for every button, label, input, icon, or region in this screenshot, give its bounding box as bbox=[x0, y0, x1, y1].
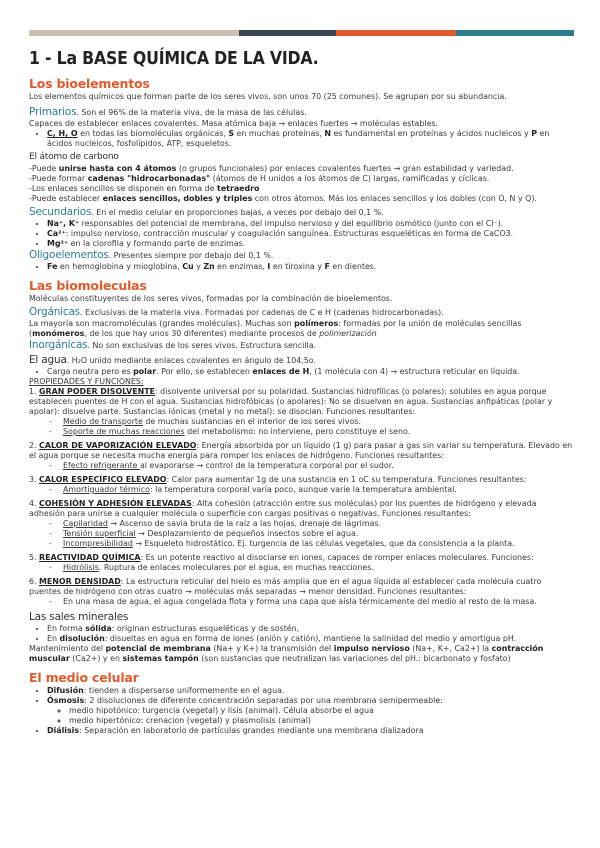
bullet-list bbox=[29, 129, 574, 149]
list-item: • Carga neutra pero es polar. Por ello, se establecen enlaces de H, (1 molécula con 4) → estructura reticular en líquida. bbox=[47, 367, 574, 377]
paragraph: La mayoría son macromoléculas (grandes moléculas). Muchas son polímeros: formadas por la unión de moléculas sencillas bbox=[29, 319, 522, 328]
list-item: - Amortiguador térmico: la temperatura corporal varía poco, aunque varíe la temperatura ambiental. bbox=[63, 485, 574, 495]
list-item: - Medio de transporte de muchas sustancias en el interior de los seres vivos. bbox=[63, 417, 574, 427]
paragraph: 2. CALOR DE VAPORIZACIÓN ELEVADO: Energía absorbida por un líquido (1 g) para pasar a gas sin variar su temperatura. Elevado en el agua porque se necesita mucha energía para romper los enlaces de hidrógeno. Funciones resultantes: bbox=[29, 441, 573, 460]
color-bar-4 bbox=[456, 30, 574, 36]
paragraph: 4. COHESIÓN Y ADHESIÓN ELEVADAS: Alta cohesión (atracción entre sus moléculas) por los puentes de hidrógeno y elevada adhesión para unirse a cualquier molécula o superficie con cargas positivas o negativas. Funciones resultantes: bbox=[29, 499, 537, 518]
properties-heading: PROPIEDADES Y FUNCIONES: bbox=[29, 377, 144, 386]
subheading-organicas: Orgánicas bbox=[29, 306, 80, 318]
bullet-list bbox=[29, 219, 574, 249]
dash-list bbox=[29, 461, 574, 471]
paragraph: 5. REACTIVIDAD QUÍMICA: Es un potente reactivo al disociarse en iones, capaces de romper enlaces moleculares. Funciones: bbox=[29, 553, 534, 562]
subheading-secundarios: Secundarios bbox=[29, 206, 92, 218]
paragraph bbox=[29, 151, 574, 164]
color-bar-1 bbox=[29, 30, 239, 36]
paragraph: Capaces de establecer enlaces covalentes. Masa atómica baja → enlaces fuertes → moléculas estables. bbox=[29, 119, 439, 128]
paragraph: Los elementos químicos que forman parte de los seres vivos, son unos 70 (25 comunes). Se agrupan por su abundancia. bbox=[29, 92, 507, 101]
list-item: • Difusión: tienden a dispersarse uniformemente en el agua. bbox=[47, 686, 574, 696]
paragraph: Moléculas constituyentes de los seres vivos, formadas por la combinación de bioelementos. bbox=[29, 294, 393, 303]
dash-list bbox=[29, 417, 574, 437]
list-item: - Incompresibilidad → Esqueleto hidrostático. Ej. turgencia de las células vegetales, que da consistencia a la planta. bbox=[63, 539, 574, 549]
paragraph: Mantenimiento del potencial de membrana (Na+ y K+) la transmisión del impulso nervioso (Na+, K+, Ca2+) la contracción muscular (Ca2+) y en sistemas tampón (son sustancias que neutralizan las variaciones del pH.: bicarbonato y fosfato) bbox=[29, 644, 544, 663]
list-item: • Na⁺, K⁺ responsables del potencial de membrana, del impulso nervioso y del equilibrio osmótico (junto con el Cl⁻). bbox=[47, 219, 574, 229]
paragraph: Secundarios. En el medio celular en proporciones bajas, a veces por debajo del 0,1 %. bbox=[29, 206, 384, 218]
bullet-list bbox=[29, 367, 574, 377]
section-heading-medio-celular: El medio celular bbox=[29, 670, 139, 685]
section-heading-bioelementos: Los bioelementos bbox=[29, 76, 150, 91]
paragraph: (monómeros, de los que hay unos 30 diferentes) mediante procesos de polimerización bbox=[29, 329, 377, 338]
paragraph bbox=[29, 611, 574, 624]
list-item: • C, H, O en todas las biomoléculas orgánicas, S en muchas proteínas, N es fundamental en proteínas y ácidos nucleicos y P en ácidos nucleicos, fosfolípidos, ATP, esqueletos. bbox=[47, 129, 574, 149]
document-body bbox=[29, 76, 574, 736]
paragraph: Inorgánicas. No son exclusivas de los seres vivos. Estructura sencilla. bbox=[29, 339, 317, 351]
subheading-oligoelementos: Oligoelementos bbox=[29, 249, 109, 261]
list-item: • En disolución: disueltas en agua en forma de iones (anión y catión), mantiene la salinidad del medio y amortigua pH. bbox=[47, 634, 574, 644]
paragraph: -Puede formar cadenas "hidrocarbonadas" (átomos de H unidos a los átomos de C) largas, ramificadas y cíclicas. bbox=[29, 174, 490, 183]
list-item: - Hidrólisis. Ruptura de enlaces moleculares por el agua, en muchas reacciones. bbox=[63, 563, 574, 573]
list-item: - Capilaridad → Ascenso de savia bruta de la raíz a las hojas, drenaje de lágrimas. bbox=[63, 519, 574, 529]
paragraph: -Puede establecer enlaces sencillos, dobles y triples con otros átomos. Más los enlaces sencillos y los dobles (con O, N y Q). bbox=[29, 194, 537, 203]
paragraph: Oligoelementos. Presentes siempre por debajo del 0,1 %. bbox=[29, 249, 274, 261]
list-item: • Diálisis: Separación en laboratorio de partículas grandes mediante una membrana dializadora bbox=[47, 726, 574, 736]
paragraph: -Los enlaces sencillos se disponen en forma de tetraedro bbox=[29, 184, 260, 193]
paragraph: 6. MENOR DENSIDAD: La estructura reticular del hielo es más amplia que en el agua líquida al establecer cada molécula cuatro puentes de hidrógeno con otras cuatro → moléculas más separadas → menor densidad. Funciones resultantes: bbox=[29, 577, 542, 596]
dash-list bbox=[29, 485, 574, 495]
section-heading-biomoleculas: Las biomoleculas bbox=[29, 278, 147, 293]
list-item: - Tensión superficial → Desplazamiento de pequeños insectos sobre el agua. bbox=[63, 529, 574, 539]
subheading-sales: Las sales minerales bbox=[29, 611, 129, 623]
list-item: - En una masa de agua, el agua congelada flota y forma una capa que aísla térmicamente del medio al resto de la masa. bbox=[63, 597, 574, 607]
list-item: • Mg²⁺ en la clorofila y formando parte de enzimas. bbox=[47, 239, 574, 249]
list-item: • En forma sólida: originan estructuras esqueléticas y de sostén, bbox=[47, 624, 574, 634]
dash-list bbox=[29, 597, 574, 607]
bullet-list bbox=[29, 262, 574, 272]
sub-list bbox=[47, 706, 574, 726]
paragraph: 3. CALOR ESPECÍFICO ELEVADO: Calor para aumentar 1g de una sustancia en 1 oC su temperatura. Funciones resultantes: bbox=[29, 475, 527, 484]
subheading-inorganicas: Inorgánicas bbox=[29, 339, 88, 351]
subheading-carbono: El átomo de carbono bbox=[29, 152, 119, 162]
subheading-agua: El agua bbox=[29, 354, 67, 366]
paragraph: El agua. H₂O unido mediante enlaces covalentes en ángulo de 104,5o. bbox=[29, 354, 316, 366]
bullet-list bbox=[29, 624, 574, 644]
paragraph: Primarios. Son el 96% de la materia viva, de la masa de las células. bbox=[29, 106, 307, 118]
color-bar-3 bbox=[336, 30, 456, 36]
list-item: • Fe en hemoglobina y mioglobina, Cu y Zn en enzimas, I en tiroxina y F en dientes. bbox=[47, 262, 574, 272]
paragraph: 1. GRAN PODER DISOLVENTE: disolvente universal por su polaridad. Sustancias hidrofílicas (o polares): solubles en agua porque establecen puentes de H con el agua. Sustancias hidrofóbicas (o apolares): No se disuelven en agua. Sustancias anfipáticas (polar y apolar): disuelve parte. Sustancias iónicas (metal y no metal): se disocian. Funciones resultantes: bbox=[29, 387, 553, 416]
dash-list bbox=[29, 519, 574, 549]
paragraph: Orgánicas. Exclusivas de la materia viva. Formadas por cadenas de C e H (cadenas hidrocarbonadas). bbox=[29, 306, 444, 318]
list-item: ◦ medio hipertónico: crenacion (vegetal) y plasmolisis (animal) bbox=[69, 716, 574, 726]
bullet-list bbox=[29, 686, 574, 736]
paragraph: -Puede unirse hasta con 4 átomos (o grupos funcionales) por enlaces covalentes fuertes → gran estabilidad y variedad. bbox=[29, 164, 514, 173]
list-item: • Ósmosis: 2 disoluciones de diferente concentración separadas por una membrana semipermeable: ◦ medio hipotónico: turgencia (vegetal) y lisis (animal). Célula absorbe el agua ◦ medio hipertónico: crenacion (vegetal) y plasmolisis (animal) bbox=[47, 696, 574, 726]
dash-list bbox=[29, 563, 574, 573]
list-item: • Ca²⁺: impulso nervioso, contracción muscular y coagulación sanguínea. Estructuras esqueléticas en forma de CaCO3. bbox=[47, 229, 574, 239]
color-bar-2 bbox=[239, 30, 336, 36]
page-title: 1 - La BASE QUÍMICA DE LA VIDA. bbox=[29, 49, 319, 69]
list-item: ◦ medio hipotónico: turgencia (vegetal) y lisis (animal). Célula absorbe el agua bbox=[69, 706, 574, 716]
subheading-primarios: Primarios bbox=[29, 106, 77, 118]
list-item: - Efecto refrigerante al evaporarse → control de la temperatura corporal por el sudor. bbox=[63, 461, 574, 471]
list-item: - Soporte de muchas reacciones del metabolismo: no interviene, pero constituye el seno. bbox=[63, 427, 574, 437]
